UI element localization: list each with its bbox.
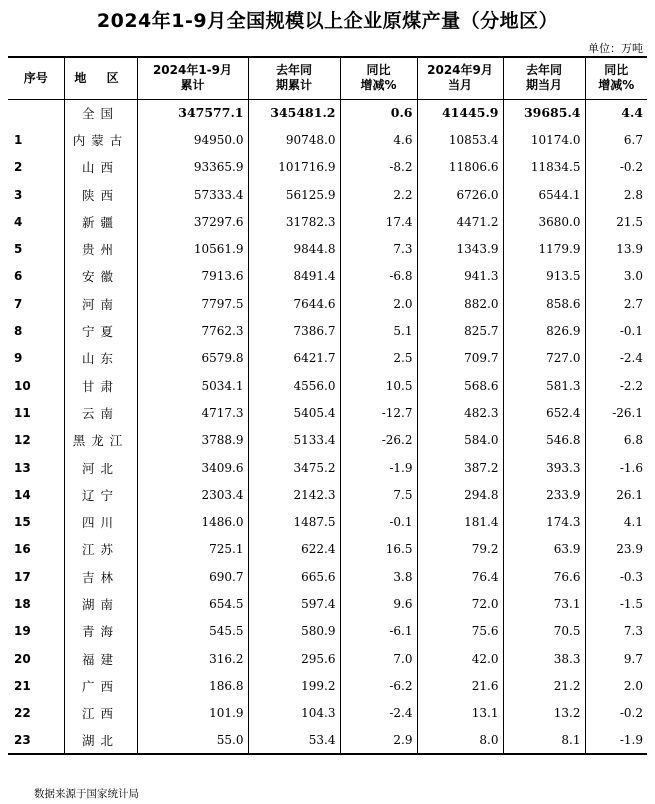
- cell-month-2024: 882.0: [417, 290, 503, 317]
- unit-label: 单位：万吨: [588, 42, 643, 55]
- cell-cum-lastyear: 6421.7: [248, 345, 340, 372]
- cell-seq: 21: [14, 678, 31, 693]
- table-row: [8, 590, 647, 617]
- cell-month-2024: 8.0: [417, 727, 503, 754]
- cell-region: 内蒙古: [64, 126, 137, 153]
- cell-month-2024: 825.7: [417, 317, 503, 344]
- cell-seq: 7: [14, 296, 23, 311]
- cell-cum-lastyear: 7644.6: [248, 290, 340, 317]
- cell-month-lastyear: 913.5: [503, 263, 585, 290]
- cell-cum-2024: 57333.4: [137, 181, 248, 208]
- cell-seq: 6: [14, 269, 23, 284]
- cell-month-yoy: -2.2: [585, 372, 647, 399]
- cell-seq: 10: [14, 378, 31, 393]
- cell-cum-lastyear: 580.9: [248, 618, 340, 645]
- cell-cum-2024: 10561.9: [137, 235, 248, 262]
- cell-cum-yoy: 5.1: [340, 317, 417, 344]
- cell-seq: [8, 99, 64, 126]
- cell-region: 广西: [64, 672, 137, 699]
- cell-cum-2024: 3788.9: [137, 427, 248, 454]
- cell-month-2024: 709.7: [417, 345, 503, 372]
- header-month-2024: [417, 57, 503, 99]
- cell-cum-lastyear: 101716.9: [248, 154, 340, 181]
- cell-month-2024: 294.8: [417, 481, 503, 508]
- cell-region: 山西: [64, 154, 137, 181]
- cell-cum-yoy: 0.6: [340, 99, 417, 126]
- table-row: [8, 345, 647, 372]
- table-row: [8, 399, 647, 426]
- cell-month-yoy: 2.7: [585, 290, 647, 317]
- cell-seq: 3: [14, 187, 23, 202]
- cell-cum-yoy: -26.2: [340, 427, 417, 454]
- cell-cum-2024: 347577.1: [137, 99, 248, 126]
- cell-region: 湖北: [64, 727, 137, 754]
- cell-cum-yoy: 7.0: [340, 645, 417, 672]
- table-row: [8, 645, 647, 672]
- header-month-lastyear-line2: 期当月: [525, 78, 562, 93]
- cell-month-lastyear: 8.1: [503, 727, 585, 754]
- cell-month-yoy: -1.6: [585, 454, 647, 481]
- cell-month-2024: 72.0: [417, 590, 503, 617]
- cell-month-yoy: 9.7: [585, 645, 647, 672]
- cell-region: 甘肃: [64, 372, 137, 399]
- cell-cum-2024: 93365.9: [137, 154, 248, 181]
- cell-cum-2024: 1486.0: [137, 508, 248, 535]
- cell-month-2024: 75.6: [417, 618, 503, 645]
- cell-cum-yoy: 9.6: [340, 590, 417, 617]
- cell-cum-yoy: -1.9: [340, 454, 417, 481]
- cell-month-yoy: 2.0: [585, 672, 647, 699]
- table-row: [8, 618, 647, 645]
- cell-seq: 16: [14, 542, 31, 557]
- cell-region: 陕西: [64, 181, 137, 208]
- cell-cum-lastyear: 2142.3: [248, 481, 340, 508]
- cell-region: 云南: [64, 399, 137, 426]
- cell-month-lastyear: 826.9: [503, 317, 585, 344]
- cell-month-yoy: 4.4: [585, 99, 647, 126]
- cell-month-yoy: -2.4: [585, 345, 647, 372]
- cell-cum-yoy: 7.5: [340, 481, 417, 508]
- cell-seq: 19: [14, 624, 31, 639]
- cell-cum-yoy: -12.7: [340, 399, 417, 426]
- cell-seq: 13: [14, 460, 31, 475]
- cell-month-lastyear: 581.3: [503, 372, 585, 399]
- cell-cum-yoy: 3.8: [340, 563, 417, 590]
- coal-output-table: [8, 56, 647, 755]
- cell-region: 安徽: [64, 263, 137, 290]
- table-row: [8, 563, 647, 590]
- cell-region: 新疆: [64, 208, 137, 235]
- header-cum-lastyear-line1: 去年同: [275, 63, 312, 78]
- cell-month-2024: 41445.9: [417, 99, 503, 126]
- cell-cum-yoy: 2.0: [340, 290, 417, 317]
- cell-month-2024: 387.2: [417, 454, 503, 481]
- cell-month-lastyear: 21.2: [503, 672, 585, 699]
- table-row: [8, 126, 647, 153]
- cell-cum-lastyear: 56125.9: [248, 181, 340, 208]
- cell-month-yoy: -0.1: [585, 317, 647, 344]
- page-title: 2024年1-9月全国规模以上企业原煤产量（分地区）: [96, 10, 559, 32]
- cell-cum-2024: 7797.5: [137, 290, 248, 317]
- table-row: [8, 154, 647, 181]
- cell-cum-lastyear: 597.4: [248, 590, 340, 617]
- cell-cum-yoy: 4.6: [340, 126, 417, 153]
- cell-month-2024: 1343.9: [417, 235, 503, 262]
- cell-region: 河南: [64, 290, 137, 317]
- cell-month-2024: 568.6: [417, 372, 503, 399]
- cell-cum-2024: 4717.3: [137, 399, 248, 426]
- cell-seq: 5: [14, 242, 23, 257]
- cell-region: 吉林: [64, 563, 137, 590]
- header-cum-yoy-line1: 同比: [366, 63, 391, 78]
- cell-cum-2024: 654.5: [137, 590, 248, 617]
- cell-month-yoy: 6.7: [585, 126, 647, 153]
- cell-month-yoy: -26.1: [585, 399, 647, 426]
- cell-region: 江西: [64, 700, 137, 727]
- cell-region: 河北: [64, 454, 137, 481]
- cell-cum-lastyear: 345481.2: [248, 99, 340, 126]
- cell-cum-lastyear: 622.4: [248, 536, 340, 563]
- header-cum-2024-line1: 2024年1-9月: [152, 63, 233, 78]
- cell-month-2024: 13.1: [417, 700, 503, 727]
- header-cum-yoy-line2: 增减%: [360, 78, 397, 93]
- cell-region: 四川: [64, 508, 137, 535]
- cell-cum-2024: 545.5: [137, 618, 248, 645]
- cell-cum-lastyear: 31782.3: [248, 208, 340, 235]
- table-row: [8, 290, 647, 317]
- cell-month-2024: 181.4: [417, 508, 503, 535]
- cell-month-2024: 11806.6: [417, 154, 503, 181]
- cell-seq: 20: [14, 651, 31, 666]
- cell-month-lastyear: 73.1: [503, 590, 585, 617]
- cell-month-lastyear: 39685.4: [503, 99, 585, 126]
- cell-seq: 11: [14, 405, 31, 420]
- cell-month-lastyear: 393.3: [503, 454, 585, 481]
- cell-seq: 9: [14, 351, 23, 366]
- cell-cum-lastyear: 104.3: [248, 700, 340, 727]
- cell-region: 辽宁: [64, 481, 137, 508]
- header-month-2024-line1: 2024年9月: [427, 63, 493, 78]
- cell-cum-2024: 186.8: [137, 672, 248, 699]
- table-row: [8, 427, 647, 454]
- cell-cum-2024: 5034.1: [137, 372, 248, 399]
- cell-month-yoy: -1.5: [585, 590, 647, 617]
- cell-cum-lastyear: 665.6: [248, 563, 340, 590]
- cell-month-yoy: 7.3: [585, 618, 647, 645]
- cell-cum-yoy: 16.5: [340, 536, 417, 563]
- header-cum-2024-line2: 累计: [180, 78, 205, 93]
- cell-cum-lastyear: 5133.4: [248, 427, 340, 454]
- table-row: [8, 263, 647, 290]
- table-body: [8, 99, 647, 754]
- cell-month-yoy: -1.9: [585, 727, 647, 754]
- cell-cum-yoy: -6.8: [340, 263, 417, 290]
- cell-month-lastyear: 233.9: [503, 481, 585, 508]
- cell-cum-2024: 94950.0: [137, 126, 248, 153]
- cell-month-yoy: 3.0: [585, 263, 647, 290]
- table-row: [8, 372, 647, 399]
- cell-cum-yoy: -6.1: [340, 618, 417, 645]
- cell-month-2024: 941.3: [417, 263, 503, 290]
- cell-month-2024: 10853.4: [417, 126, 503, 153]
- cell-month-lastyear: 727.0: [503, 345, 585, 372]
- cell-cum-yoy: -2.4: [340, 700, 417, 727]
- table-row-total: [8, 99, 647, 126]
- cell-seq: 22: [14, 706, 31, 721]
- table-row: [8, 208, 647, 235]
- cell-seq: 12: [14, 433, 31, 448]
- cell-cum-lastyear: 53.4: [248, 727, 340, 754]
- cell-month-lastyear: 174.3: [503, 508, 585, 535]
- table-row: [8, 454, 647, 481]
- cell-cum-lastyear: 90748.0: [248, 126, 340, 153]
- cell-cum-2024: 101.9: [137, 700, 248, 727]
- cell-region: 全国: [64, 99, 137, 126]
- header-cum-lastyear: [248, 57, 340, 99]
- cell-seq: 14: [14, 487, 31, 502]
- cell-cum-yoy: 7.3: [340, 235, 417, 262]
- cell-month-2024: 6726.0: [417, 181, 503, 208]
- header-month-lastyear-line1: 去年同: [525, 63, 562, 78]
- cell-month-lastyear: 3680.0: [503, 208, 585, 235]
- cell-cum-2024: 690.7: [137, 563, 248, 590]
- table-row: [8, 536, 647, 563]
- cell-cum-lastyear: 199.2: [248, 672, 340, 699]
- table-row: [8, 235, 647, 262]
- cell-seq: 2: [14, 160, 23, 175]
- cell-region: 福建: [64, 645, 137, 672]
- cell-seq: 15: [14, 515, 31, 530]
- cell-cum-lastyear: 1487.5: [248, 508, 340, 535]
- cell-cum-lastyear: 295.6: [248, 645, 340, 672]
- header-seq: 序号: [8, 57, 64, 99]
- cell-month-yoy: -0.2: [585, 700, 647, 727]
- cell-seq: 17: [14, 569, 31, 584]
- cell-cum-2024: 3409.6: [137, 454, 248, 481]
- cell-month-yoy: 2.8: [585, 181, 647, 208]
- cell-region: 湖南: [64, 590, 137, 617]
- cell-month-yoy: -0.3: [585, 563, 647, 590]
- cell-month-lastyear: 76.6: [503, 563, 585, 590]
- header-cum-lastyear-line2: 期累计: [275, 78, 312, 93]
- table-row: [8, 727, 647, 754]
- cell-cum-2024: 37297.6: [137, 208, 248, 235]
- cell-month-lastyear: 70.5: [503, 618, 585, 645]
- cell-region: 山东: [64, 345, 137, 372]
- cell-month-lastyear: 652.4: [503, 399, 585, 426]
- header-month-yoy-line2: 增减%: [598, 78, 635, 93]
- table-row: [8, 700, 647, 727]
- cell-cum-2024: 2303.4: [137, 481, 248, 508]
- cell-region: 江苏: [64, 536, 137, 563]
- cell-cum-yoy: 2.2: [340, 181, 417, 208]
- cell-month-lastyear: 1179.9: [503, 235, 585, 262]
- table-row: [8, 672, 647, 699]
- cell-cum-lastyear: 3475.2: [248, 454, 340, 481]
- cell-cum-2024: 7762.3: [137, 317, 248, 344]
- cell-cum-lastyear: 7386.7: [248, 317, 340, 344]
- cell-cum-yoy: 10.5: [340, 372, 417, 399]
- cell-month-2024: 584.0: [417, 427, 503, 454]
- cell-month-lastyear: 546.8: [503, 427, 585, 454]
- cell-cum-yoy: 17.4: [340, 208, 417, 235]
- cell-month-yoy: 13.9: [585, 235, 647, 262]
- cell-seq: 1: [14, 132, 23, 147]
- cell-cum-lastyear: 4556.0: [248, 372, 340, 399]
- cell-month-lastyear: 11834.5: [503, 154, 585, 181]
- cell-seq: 4: [14, 214, 23, 229]
- cell-month-2024: 21.6: [417, 672, 503, 699]
- table-header-row: [8, 57, 647, 99]
- header-month-yoy: [585, 57, 647, 99]
- header-month-lastyear: [503, 57, 585, 99]
- cell-cum-2024: 316.2: [137, 645, 248, 672]
- cell-cum-2024: 7913.6: [137, 263, 248, 290]
- cell-month-yoy: 21.5: [585, 208, 647, 235]
- header-cum-yoy: [340, 57, 417, 99]
- cell-month-yoy: 4.1: [585, 508, 647, 535]
- cell-cum-2024: 725.1: [137, 536, 248, 563]
- cell-month-yoy: 23.9: [585, 536, 647, 563]
- cell-cum-lastyear: 8491.4: [248, 263, 340, 290]
- header-region: 地 区: [64, 57, 137, 99]
- cell-cum-yoy: 2.5: [340, 345, 417, 372]
- header-cum-2024: [137, 57, 248, 99]
- cell-cum-lastyear: 9844.8: [248, 235, 340, 262]
- cell-month-2024: 79.2: [417, 536, 503, 563]
- cell-month-2024: 4471.2: [417, 208, 503, 235]
- header-month-yoy-line1: 同比: [604, 63, 629, 78]
- cell-cum-2024: 55.0: [137, 727, 248, 754]
- cell-cum-yoy: -8.2: [340, 154, 417, 181]
- cell-month-2024: 76.4: [417, 563, 503, 590]
- cell-region: 贵州: [64, 235, 137, 262]
- cell-cum-lastyear: 5405.4: [248, 399, 340, 426]
- cell-cum-yoy: -0.1: [340, 508, 417, 535]
- cell-month-lastyear: 13.2: [503, 700, 585, 727]
- source-note: 数据来源于国家统计局: [34, 788, 139, 800]
- table-row: [8, 317, 647, 344]
- table-row: [8, 181, 647, 208]
- cell-month-lastyear: 38.3: [503, 645, 585, 672]
- cell-seq: 8: [14, 324, 23, 339]
- cell-seq: 18: [14, 596, 31, 611]
- cell-region: 黑龙江: [64, 427, 137, 454]
- cell-region: 青海: [64, 618, 137, 645]
- cell-region: 宁夏: [64, 317, 137, 344]
- cell-month-lastyear: 858.6: [503, 290, 585, 317]
- cell-cum-2024: 6579.8: [137, 345, 248, 372]
- cell-cum-yoy: 2.9: [340, 727, 417, 754]
- table-row: [8, 481, 647, 508]
- header-month-2024-line2: 当月: [447, 78, 472, 93]
- table-row: [8, 508, 647, 535]
- cell-month-2024: 482.3: [417, 399, 503, 426]
- cell-month-yoy: 6.8: [585, 427, 647, 454]
- cell-month-yoy: 26.1: [585, 481, 647, 508]
- cell-month-yoy: -0.2: [585, 154, 647, 181]
- cell-month-lastyear: 10174.0: [503, 126, 585, 153]
- cell-month-lastyear: 6544.1: [503, 181, 585, 208]
- cell-month-lastyear: 63.9: [503, 536, 585, 563]
- cell-cum-yoy: -6.2: [340, 672, 417, 699]
- cell-seq: 23: [8, 727, 64, 754]
- cell-month-2024: 42.0: [417, 645, 503, 672]
